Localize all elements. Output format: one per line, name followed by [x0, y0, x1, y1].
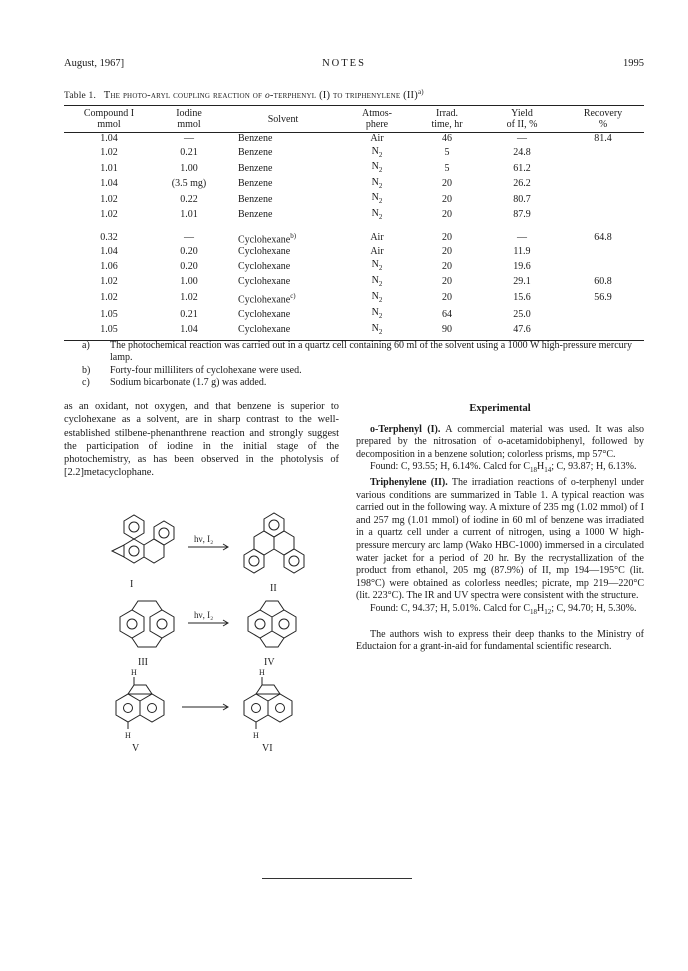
table-cell: 1.02 — [100, 147, 118, 159]
table-cell: 20 — [442, 209, 452, 221]
table-cell — [562, 192, 644, 208]
table-caption-text-2: -terphenyl (I) to triphenylene (II) — [269, 90, 418, 102]
table-body — [64, 133, 644, 341]
table-cell: 0.20 — [180, 246, 198, 258]
table-cell — [562, 323, 644, 341]
compound-label-IV: IV — [264, 657, 275, 668]
table-cell — [562, 307, 644, 323]
experimental-section — [356, 400, 644, 654]
table-row — [64, 192, 644, 208]
structure-III — [120, 601, 174, 647]
table-cell: Air — [370, 231, 384, 243]
table-cell: 0.21 — [180, 147, 198, 159]
table-cell: 26.2 — [513, 178, 531, 190]
table-cell: 5 — [444, 162, 450, 174]
table-caption — [64, 88, 644, 101]
table-cell: Air — [370, 246, 384, 258]
table-cell: Cyclohexane — [238, 260, 291, 272]
table-cell — [562, 246, 644, 259]
table-cell: 24.8 — [513, 147, 531, 159]
table-caption-text: The photo-aryl coupling reaction of — [103, 90, 265, 102]
table-header-cell: Compound I mmol — [64, 106, 154, 133]
table-cell — [562, 208, 644, 224]
table-header-row — [64, 106, 644, 133]
table-cell: 81.4 — [594, 133, 612, 144]
table-cell: $N_2$ — [371, 259, 383, 273]
table-cell: 80.7 — [513, 193, 531, 205]
table-cell: 46 — [442, 133, 452, 144]
table-row — [64, 275, 644, 291]
table-cell: (3.5 mg) — [171, 178, 207, 190]
table-cell: 25.0 — [513, 308, 531, 320]
table-cell: 1.01 — [180, 209, 198, 221]
table-cell: 90 — [412, 323, 482, 341]
compound-label-I: I — [130, 579, 134, 590]
table-row — [64, 323, 644, 341]
table-row — [64, 307, 644, 323]
table-cell: 11.9 — [513, 246, 531, 258]
compound-label-III: III — [138, 657, 148, 668]
table-cell: Cyclohexane — [238, 276, 291, 288]
table-caption-italic: o — [264, 91, 270, 102]
atom-h-V-bottom: H — [125, 731, 131, 740]
experimental-heading: Experimental — [469, 403, 531, 414]
table-cell: 20 — [442, 178, 452, 190]
left-column-paragraph: as an oxidant, not oxygen, and that benzene is superior to cyclohexane as a solvent, are in sharp contrast to the well-established stilbene-phenanthrene reaction and strongly suggest the participation of iodine in the initial stage of the photochemistry, as has been observed in the photolysis of [2.2]metacyclophane. — [64, 401, 339, 479]
table-header-cell: Recovery % — [562, 106, 644, 133]
table-cell: 20 — [442, 260, 452, 272]
table-cell: 1.02 — [100, 292, 118, 304]
table-row — [64, 259, 644, 275]
table-cell: Cyclohexane$^{b)}$ — [238, 231, 297, 245]
reaction-scheme-drawing — [110, 505, 326, 765]
table-cell: 56.9 — [594, 292, 612, 304]
running-header-section: NOTES — [322, 58, 366, 69]
structure-VI — [244, 677, 292, 729]
table-cell: — — [184, 231, 194, 243]
table-cell: Benzene — [238, 147, 273, 159]
table-cell: 0.20 — [180, 260, 198, 272]
table-cell: Benzene — [238, 193, 273, 205]
table-header-cell: Iodine mmol — [154, 106, 224, 133]
table-cell: Cyclohexane$^{c)}$ — [238, 292, 296, 306]
table-cell — [562, 177, 644, 193]
paragraph-o-terphenyl: o-Terphenyl (I). A commercial material was used. It was also prepared by the nitrosation of o-acetamidobiphenyl, followed by decomposition in a benzene solution; colorless prisms, mp 57°C. — [356, 423, 645, 460]
table-cell: 1.02 — [180, 292, 198, 304]
table-cell: 1.00 — [180, 162, 198, 174]
table-cell: 5 — [444, 147, 450, 159]
table-cell: Air — [370, 133, 384, 144]
table-cell — [562, 259, 644, 275]
page-number: 1995 — [623, 58, 644, 69]
table-cell: 1.04 — [154, 323, 224, 341]
table-cell: 20 — [442, 231, 452, 243]
table-cell: $N_2$ — [371, 274, 383, 288]
table-cell: 0.22 — [180, 193, 198, 205]
paragraph-o-terphenyl-analysis: Found: C, 93.55; H, 6.14%. Calcd for $C_{18}H_{14}$; C, 93.87; H, 6.13%. — [370, 461, 637, 475]
table-header-cell: Yield of II, % — [482, 106, 562, 133]
results-table — [64, 105, 644, 341]
table-cell: $N_2$ — [371, 145, 383, 159]
table-cell: Benzene — [238, 162, 273, 174]
table-cell: Benzene — [238, 209, 273, 221]
table-cell: 1.02 — [100, 276, 118, 288]
table-cell: 61.2 — [513, 162, 531, 174]
table-cell: 20 — [442, 246, 452, 258]
table-cell: — — [517, 133, 527, 144]
table-cell: $N_2$ — [371, 192, 383, 206]
table-cell: Benzene — [238, 178, 273, 190]
compound-label-VI: VI — [262, 743, 273, 754]
footnote-b: b) Forty-four milliliters of cyclohexane were used. — [82, 364, 302, 376]
table-footnotes — [82, 340, 642, 389]
running-header-date: August, 1967] — [64, 58, 125, 69]
table-cell: 64 — [442, 308, 452, 320]
table-cell: 20 — [442, 193, 452, 205]
atom-h-VI-top: H — [259, 668, 265, 677]
table-cell: Cyclohexane — [224, 323, 342, 341]
paragraph-acknowledgement: The authors wish to express their deep thanks to the Ministry of Eductaion for a grant-in-aid for fundamental scientific research. — [356, 628, 644, 653]
table-cell: — — [184, 133, 194, 144]
table-cell: 1.04 — [100, 178, 118, 190]
table-cell: 64.8 — [594, 231, 612, 243]
table-cell: $N_2$ — [371, 161, 383, 175]
footnote-a: a) The photochemical reaction was carried out in a quartz cell containing 60 ml of the solvent using a 1000 W high-pressure mercury lamp. — [82, 340, 632, 364]
table-cell: 29.1 — [513, 276, 531, 288]
compound-label-II: II — [270, 583, 277, 594]
table-row — [64, 161, 644, 177]
structure-V — [116, 677, 164, 729]
formula-c18h12: $C_{18}H_{12}$ — [523, 602, 552, 616]
table-cell: Cyclohexane — [238, 246, 291, 258]
table-caption-label: Table 1. — [64, 91, 97, 102]
table-row — [64, 208, 644, 224]
table-header-cell: Atmos- phere — [342, 106, 412, 133]
table-row — [64, 224, 644, 247]
reaction-scheme — [110, 505, 326, 765]
arrow-label-1: hν, I₂ — [194, 534, 214, 544]
paragraph-triphenylene: Triphenylene (II). The irradiation reactions of o-terphenyl under various conditions are summarized in Table 1. A typical reaction was carried out in the following way. A mixture of 235 mg (1.02 mmol) of I and 257 mg (1.01 mmol) of iodine in 60 ml of benzene was irradiated in a quartz cell under a current of nitrogen, using a 1000 W high-pressure mercury arc lamp (Wako HBC-1000) immersed in a circulated water jacket for a period of 20 hr. By the recrystallization of the product from ethanol, 205 mg (87.9%) of II, mp 194—195°C (lit. 198°C) were obtained as colorless needles; picrate, mp 219—220°C (lit. 223°C). The IR and UV spectra were consistent with the structure. — [356, 476, 644, 602]
table-cell: $N_2$ — [371, 307, 383, 321]
table-row — [64, 146, 644, 162]
table-cell: 15.6 — [513, 292, 531, 304]
table-cell: $N_2$ — [371, 207, 383, 221]
end-rule — [262, 878, 412, 879]
table-cell: $N_2$ — [342, 323, 412, 341]
structure-IV — [248, 601, 296, 647]
table-header-cell: Irrad. time, hr — [412, 106, 482, 133]
table-cell: 1.05 — [100, 308, 118, 320]
table-cell: 0.32 — [100, 231, 118, 243]
structure-II — [244, 513, 304, 573]
table-cell — [562, 146, 644, 162]
arrow-label-2: hν, I₂ — [194, 610, 214, 620]
table-cell: — — [517, 231, 527, 243]
table-row — [64, 290, 644, 307]
table-cell: 20 — [442, 292, 452, 304]
table-cell: 1.01 — [100, 162, 118, 174]
table-cell: $N_2$ — [371, 176, 383, 190]
structure-I — [112, 515, 174, 563]
table-cell: 1.02 — [100, 209, 118, 221]
table-row — [64, 246, 644, 259]
table-header-cell: Solvent — [224, 106, 342, 133]
table-cell: $N_2$ — [371, 290, 383, 304]
table-cell: 1.05 — [64, 323, 154, 341]
table-cell — [562, 161, 644, 177]
table-cell: Cyclohexane — [238, 308, 291, 320]
paragraph-triphenylene-analysis: Found: C, 94.37; H, 5.01%. Calcd for $C_{18}H_{12}$; C, 94.70; H, 5.30%. — [370, 602, 637, 616]
compound-label-V: V — [132, 743, 140, 754]
table-cell: 19.6 — [513, 260, 531, 272]
table-cell: 20 — [442, 276, 452, 288]
formula-c18h14: $C_{18}H_{14}$ — [523, 461, 552, 475]
atom-h-VI-bottom: H — [253, 731, 259, 740]
table-cell: Benzene — [238, 133, 273, 144]
table-cell: 0.21 — [180, 308, 198, 320]
table-row — [64, 133, 644, 146]
table-cell: 60.8 — [594, 276, 612, 288]
table-caption-note-ref: a) — [417, 88, 424, 96]
table-cell: 1.00 — [180, 276, 198, 288]
table-cell: 1.04 — [100, 246, 118, 258]
table-cell: 1.06 — [100, 260, 118, 272]
table-cell: 1.02 — [100, 193, 118, 205]
table-row — [64, 177, 644, 193]
table-cell: 1.04 — [100, 133, 118, 144]
atom-h-V-top: H — [131, 668, 137, 677]
table-cell: 87.9 — [513, 209, 531, 221]
footnote-c: c) Sodium bicarbonate (1.7 g) was added. — [82, 376, 267, 388]
table-cell: 47.6 — [482, 323, 562, 341]
